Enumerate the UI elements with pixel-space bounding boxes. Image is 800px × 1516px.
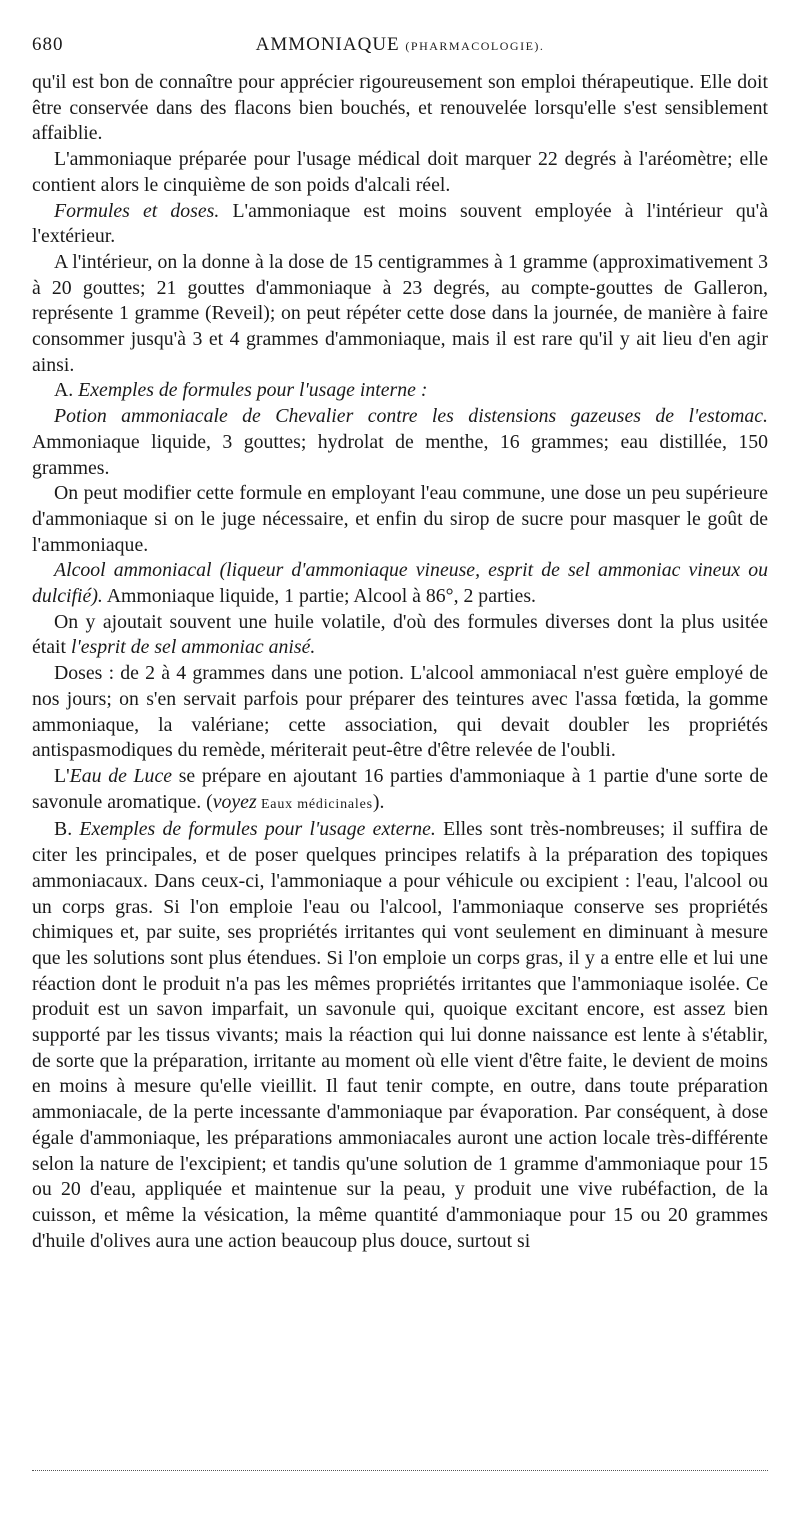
running-head [32,34,768,56]
paragraph-text: On peut modifier cette formule en employant l'eau commune, une dose un peu supérieure d'ammoniaque si on le juge nécessaire, et enfin du sirop de sucre pour masquer le goût de l'ammoniaque. [32,482,768,556]
section-label: A. [54,379,74,402]
formula-title: Potion ammoniacale de Chevalier contre les distensions gazeuses de l'estomac. [54,405,768,428]
body-text [32,70,768,1254]
running-head-subtitle: (PHARMACOLOGIE). [405,39,545,53]
paragraph-text: A l'intérieur, on la donne à la dose de 15 centigrammes à 1 gramme (approximativement 3 à 20 gouttes; 21 gouttes d'ammoniaque à 23 degrés, au compte-gouttes de Galleron, représente 1 gramme (Reveil); on peut répéter cette dose dans la journée, de manière à faire consommer jusqu'à 3 et 4 grammes d'ammoniaque, mais il est rare qu'il y ait lieu d'en agir ainsi. [32,250,768,376]
paragraph [32,147,768,198]
paragraph-text: Elles sont très-nombreuses; il suffira de citer les principales, et de poser quelques principes relatifs à la préparation des topiques ammoniacaux. Dans ceux-ci, l'ammoniaque a pour véhicule ou excipient : l'eau, l'alcool ou un corps gras. Si l'on emploie l'eau ou l'alcool, l'ammoniaque conserve ses propriétés chimiques et, par suite, ses propriétés irritantes qui vont seulement en diminuant à mesure que les solutions sont plus étendues. Si l'on emploie un corps gras, il y a entre elle et lui une réaction dont le produit n'a pas les mêmes propriétés irritantes que l'ammoniaque isolée. Ce produit est un savon imparfait, un savonule qui, quoique excitant encore, est assez bien supporté par les tissus vivants; mais la réaction qui lui donne naissance est lente à s'établir, de sorte que la préparation, irritante au moment où elle vient d'être faite, le devient de moins en moins à mesure qu'elle vieillit. Il faut tenir compte, en outre, dans toute préparation ammoniacale, de la perte incessante d'ammoniaque par évaporation. Par conséquent, à dose égale d'ammoniaque, les préparations ammoniacales auront une action locale très-différente selon la nature de l'excipient; et tandis qu'une solution de 1 gramme d'ammoniaque pour 15 ou 20 d'eau, appliquée et maintenue sur la peau, y produit une vive rubéfaction, de la cuisson, et même la vésication, la même quantité d'ammoniaque pour 15 ou 20 grammes d'huile d'olives aura une action beaucoup plus douce, surtout si [32,818,768,1252]
cross-reference-label: voyez [212,790,257,813]
paragraph [32,404,768,481]
italic-term: Eau de Luce [69,764,173,787]
paragraph [32,661,768,764]
paragraph-text: L'ammoniaque préparée pour l'usage médical doit marquer 22 degrés à l'aréomètre; elle contient alors le cinquième de son poids d'alcali réel. [32,148,768,196]
paragraph-text: L' [54,764,70,787]
paragraph [32,199,768,250]
cross-reference: Eaux médicinales [256,796,373,812]
paragraph [32,764,768,817]
paragraph-text: Ammoniaque liquide, 1 partie; Alcool à 86°, 2 parties. [102,585,536,608]
paragraph-text: Ammoniaque liquide, 3 gouttes; hydrolat de menthe, 16 grammes; eau distillée, 150 grammes. [32,430,768,479]
section-heading: Exemples de formules pour l'usage externe. [72,818,436,841]
paragraph [32,481,768,558]
paragraph [32,817,768,1254]
paragraph [32,558,768,609]
paragraph [32,610,768,661]
paragraph-text: qu'il est bon de connaître pour apprécier rigoureusement son emploi thérapeutique. Elle doit être conservée dans des flacons bien bouchés, et renouvelée lorsqu'elle s'est sensiblement affaiblie. [32,71,768,145]
page-header [32,28,768,58]
paragraph [32,250,768,379]
paragraph [32,70,768,147]
paragraph [32,378,768,404]
section-heading: Formules et doses. [54,199,220,222]
page-number: 680 [32,34,64,55]
footer-rule [32,1470,768,1471]
section-label: B. [54,818,73,841]
italic-term: l'esprit de sel ammoniac anisé. [71,636,316,659]
paragraph-text: ). [372,790,385,813]
paragraph-text: On y ajoutait souvent une huile volatile, d'où des formules diverses dont la plus usitée était [32,610,768,659]
paragraph-text: Doses : de 2 à 4 grammes dans une potion. L'alcool ammoniacal n'est guère employé de nos jours; on s'en servait parfois pour préparer des teintures avec l'assa fœtida, la gomme ammoniaque, la valériane; cette association, qui devait doubler les propriétés antispasmodiques du remède, mériterait peut-être d'être relevée de l'oubli. [32,662,768,762]
paragraph-text: se prépare en ajoutant 16 parties d'ammoniaque à 1 partie d'une sorte de savonule aromatique. ( [32,764,768,813]
paragraph-text: L'ammoniaque est moins souvent employée à l'intérieur qu'à l'extérieur. [32,199,768,248]
section-heading: Exemples de formules pour l'usage interne : [73,379,428,402]
running-head-title: AMMONIAQUE [255,34,400,55]
formula-title: Alcool ammoniacal (liqueur d'ammoniaque vineuse, esprit de sel ammoniac vineux ou dulcifié). [32,559,768,608]
